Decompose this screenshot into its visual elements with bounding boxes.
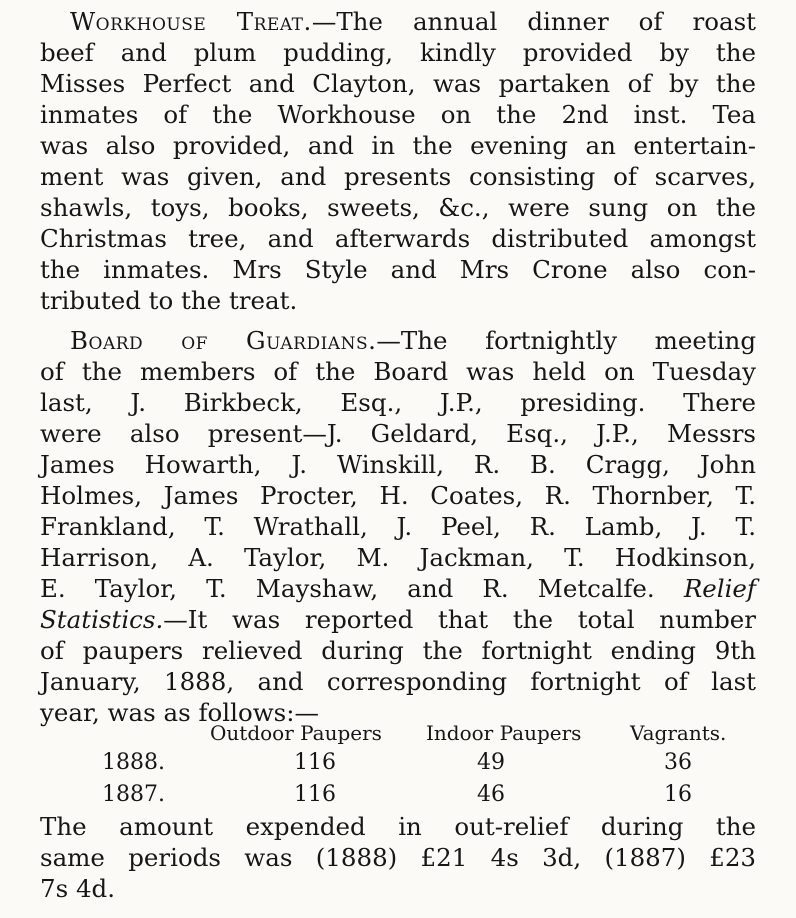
text-line: Holmes, James Procter, H. Coates, R. Thornber, T. (40, 481, 756, 510)
text-line: of paupers relieved during the fortnight ending 9th (40, 636, 756, 665)
board-heading: Board of Guardians. (70, 326, 377, 355)
column-header-outdoor: Outdoor Paupers (210, 721, 382, 745)
text-line: same periods was (1888) £21 4s 3d, (1887) £23 (40, 843, 756, 872)
text-line: the inmates. Mrs Style and Mrs Crone also con- (40, 255, 756, 284)
text-line: year, was as follows:— (40, 698, 319, 727)
cell-vagrants: 16 (664, 782, 692, 807)
relief-statistics-subheading: Relief (683, 574, 756, 603)
text-line: shawls, toys, books, sweets, &c., were sung on the (40, 193, 756, 222)
text-line: were also present—J. Geldard, Esq., J.P., Messrs (40, 419, 756, 448)
text-line: ment was given, and presents consisting of scarves, (40, 162, 756, 191)
row-year: 1888. (102, 750, 165, 775)
cell-vagrants: 36 (664, 750, 692, 775)
workhouse-heading: Workhouse Treat. (70, 7, 312, 36)
out-relief-paragraph (40, 811, 756, 904)
text-line (40, 604, 756, 635)
text-line: inmates of the Workhouse on the 2nd inst. Tea (40, 100, 756, 129)
text-line-content: E. Taylor, T. Mayshaw, and R. Metcalfe. (40, 574, 655, 603)
text-line: 7s 4d. (40, 874, 116, 903)
cell-outdoor: 116 (294, 750, 336, 775)
relief-statistics-subheading-cont: Statistics. (40, 605, 164, 634)
cell-outdoor: 116 (294, 782, 336, 807)
text-line: beef and plum pudding, kindly provided by the (40, 38, 756, 67)
text-line-content: —The annual dinner of roast (311, 7, 756, 36)
text-line: last, J. Birkbeck, Esq., J.P., presiding. There (40, 388, 756, 417)
board-of-guardians-paragraph (40, 325, 756, 728)
text-line (40, 6, 756, 37)
text-line: Misses Perfect and Clayton, was partaken of by the (40, 69, 756, 98)
text-line (40, 325, 756, 356)
text-line: of the members of the Board was held on Tuesday (40, 357, 756, 386)
column-header-vagrants: Vagrants. (630, 721, 727, 745)
text-line: was also provided, and in the evening an entertain- (40, 131, 756, 160)
text-line: January, 1888, and corresponding fortnight of last (40, 667, 756, 696)
cell-indoor: 46 (477, 782, 505, 807)
cell-indoor: 49 (477, 750, 505, 775)
text-line-content: —It was reported that the total number (163, 605, 756, 634)
column-header-indoor: Indoor Paupers (426, 721, 582, 745)
text-line-content: —The fortnightly meeting (376, 326, 757, 355)
text-line: Frankland, T. Wrathall, J. Peel, R. Lamb, J. T. (40, 512, 756, 541)
text-line: James Howarth, J. Winskill, R. B. Cragg, John (40, 450, 756, 479)
text-line: Christmas tree, and afterwards distributed amongst (40, 224, 756, 253)
text-line: Harrison, A. Taylor, M. Jackman, T. Hodkinson, (40, 543, 756, 572)
text-line: tributed to the treat. (40, 286, 298, 315)
text-line: The amount expended in out-relief during the (40, 812, 756, 841)
workhouse-treat-paragraph (40, 6, 756, 316)
row-year: 1887. (102, 782, 165, 807)
text-line (40, 573, 756, 604)
